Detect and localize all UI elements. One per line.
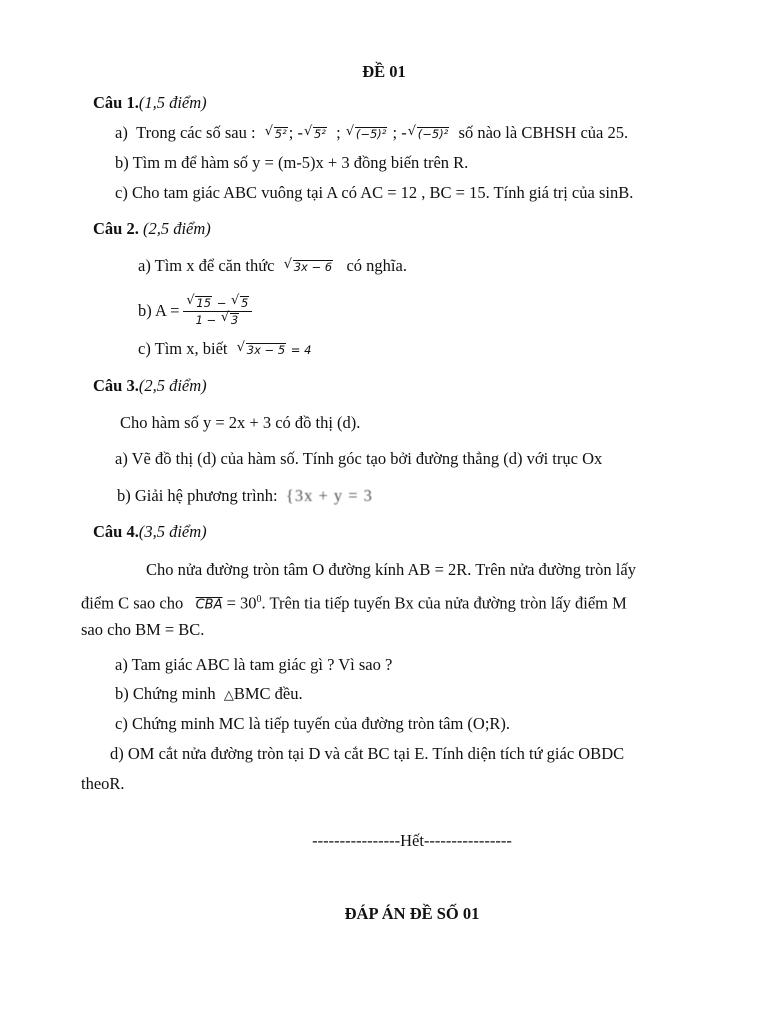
q4-paragraph-line-1: Cho nửa đường tròn tâm O đường kính AB = 2R. Trên nửa đường tròn lấy [146,560,636,579]
q3-intro: Cho hàm số y = 2x + 3 có đồ thị (d). [120,413,361,432]
math-sqrt-2: √ 5² [304,124,327,144]
math-sqrt-4: √ (−5)² [408,124,450,144]
equation-system-image: {3x + y = 3 [285,486,373,505]
part-c-text: c) Tìm x, biết [138,339,228,358]
question-label: Câu 2. [93,219,139,238]
q2-part-c [138,339,311,360]
part-a-prefix: a) [115,123,128,142]
q4-part-b: b) Chứng minh △BMC đều. [115,684,303,703]
q2-part-b [138,293,252,328]
q1-part-c: c) Cho tam giác ABC vuông tại A có AC = 12 , BC = 15. Tính giá trị của sinB. [115,183,634,202]
exam-title: ĐỀ 01 [362,62,406,81]
answer-key-title: ĐÁP ÁN ĐỀ SỐ 01 [344,904,480,923]
part-a-text: a) Tìm x để căn thức [138,256,275,275]
question-points: (2,5 điểm) [138,376,207,395]
math-sqrt-3x-6: √ 3x − 6 [284,257,333,277]
question-points: (2,5 điểm) [142,219,211,238]
separator: ; - [288,123,303,142]
math-fraction: √ $\frac{15 - √ 5}{1 - √ 3}$ [183,296,252,327]
q4-paragraph-line-3: sao cho BM = BC. [81,620,205,639]
part-a-end: có nghĩa. [346,256,407,275]
question-4-heading [93,522,207,542]
triangle-icon: △ [223,687,234,702]
part-b-text: b) Giải hệ phương trình: [117,486,278,505]
question-label: Câu 3. [93,376,139,395]
q4-part-d-line-1: d) OM cắt nửa đường tròn tại D và cắt BC tại E. Tính diện tích tứ giác OBDC [110,744,625,763]
part-a-text: Trong các số sau : [136,123,256,142]
q3-part-a: a) Vẽ đồ thị (d) của hàm số. Tính góc tạo bởi đường thẳng (d) với trục Ox [115,449,603,468]
q1-part-b: b) Tìm m để hàm số y = (m-5)x + 3 đồng biến trên R. [115,153,469,172]
q3-part-b [117,486,373,506]
q4-part-a: a) Tam giác ABC là tam giác gì ? Vì sao ? [115,655,393,674]
question-points: (1,5 điểm) [138,93,207,112]
q4-paragraph-line-2: điểm C sao cho $\overline{CBA} = 30^0$. Trên tia tiếp tuyến Bx của nửa đường tròn lấy điểm M [81,593,627,613]
q4-part-c: c) Chứng minh MC là tiếp tuyến của đường tròn tâm (O;R). [115,714,511,733]
math-sqrt-3: √ (−5)² [346,124,388,144]
part-a-end: số nào là CBHSH của 25. [458,123,629,142]
question-3-heading [93,376,207,396]
question-points: (3,5 điểm) [138,522,207,541]
end-marker: ----------------Hết---------------- [312,831,512,850]
angle-symbol: $\overline{CBA}$ [195,597,223,613]
separator: ; - [392,123,407,142]
question-label: Câu 1. [93,93,139,112]
q1-part-a [115,123,628,144]
question-1-heading [93,93,207,113]
separator: ; [336,123,341,142]
q2-part-a [138,256,407,277]
q4-part-d-line-2: theoR. [81,774,125,793]
math-sqrt-1: √ 5² [265,124,288,144]
question-label: Câu 4. [93,522,139,541]
question-2-heading [93,219,211,239]
math-equation: √ 3x − 5 = 4 [236,343,312,357]
part-b-text: b) A = [138,301,180,321]
